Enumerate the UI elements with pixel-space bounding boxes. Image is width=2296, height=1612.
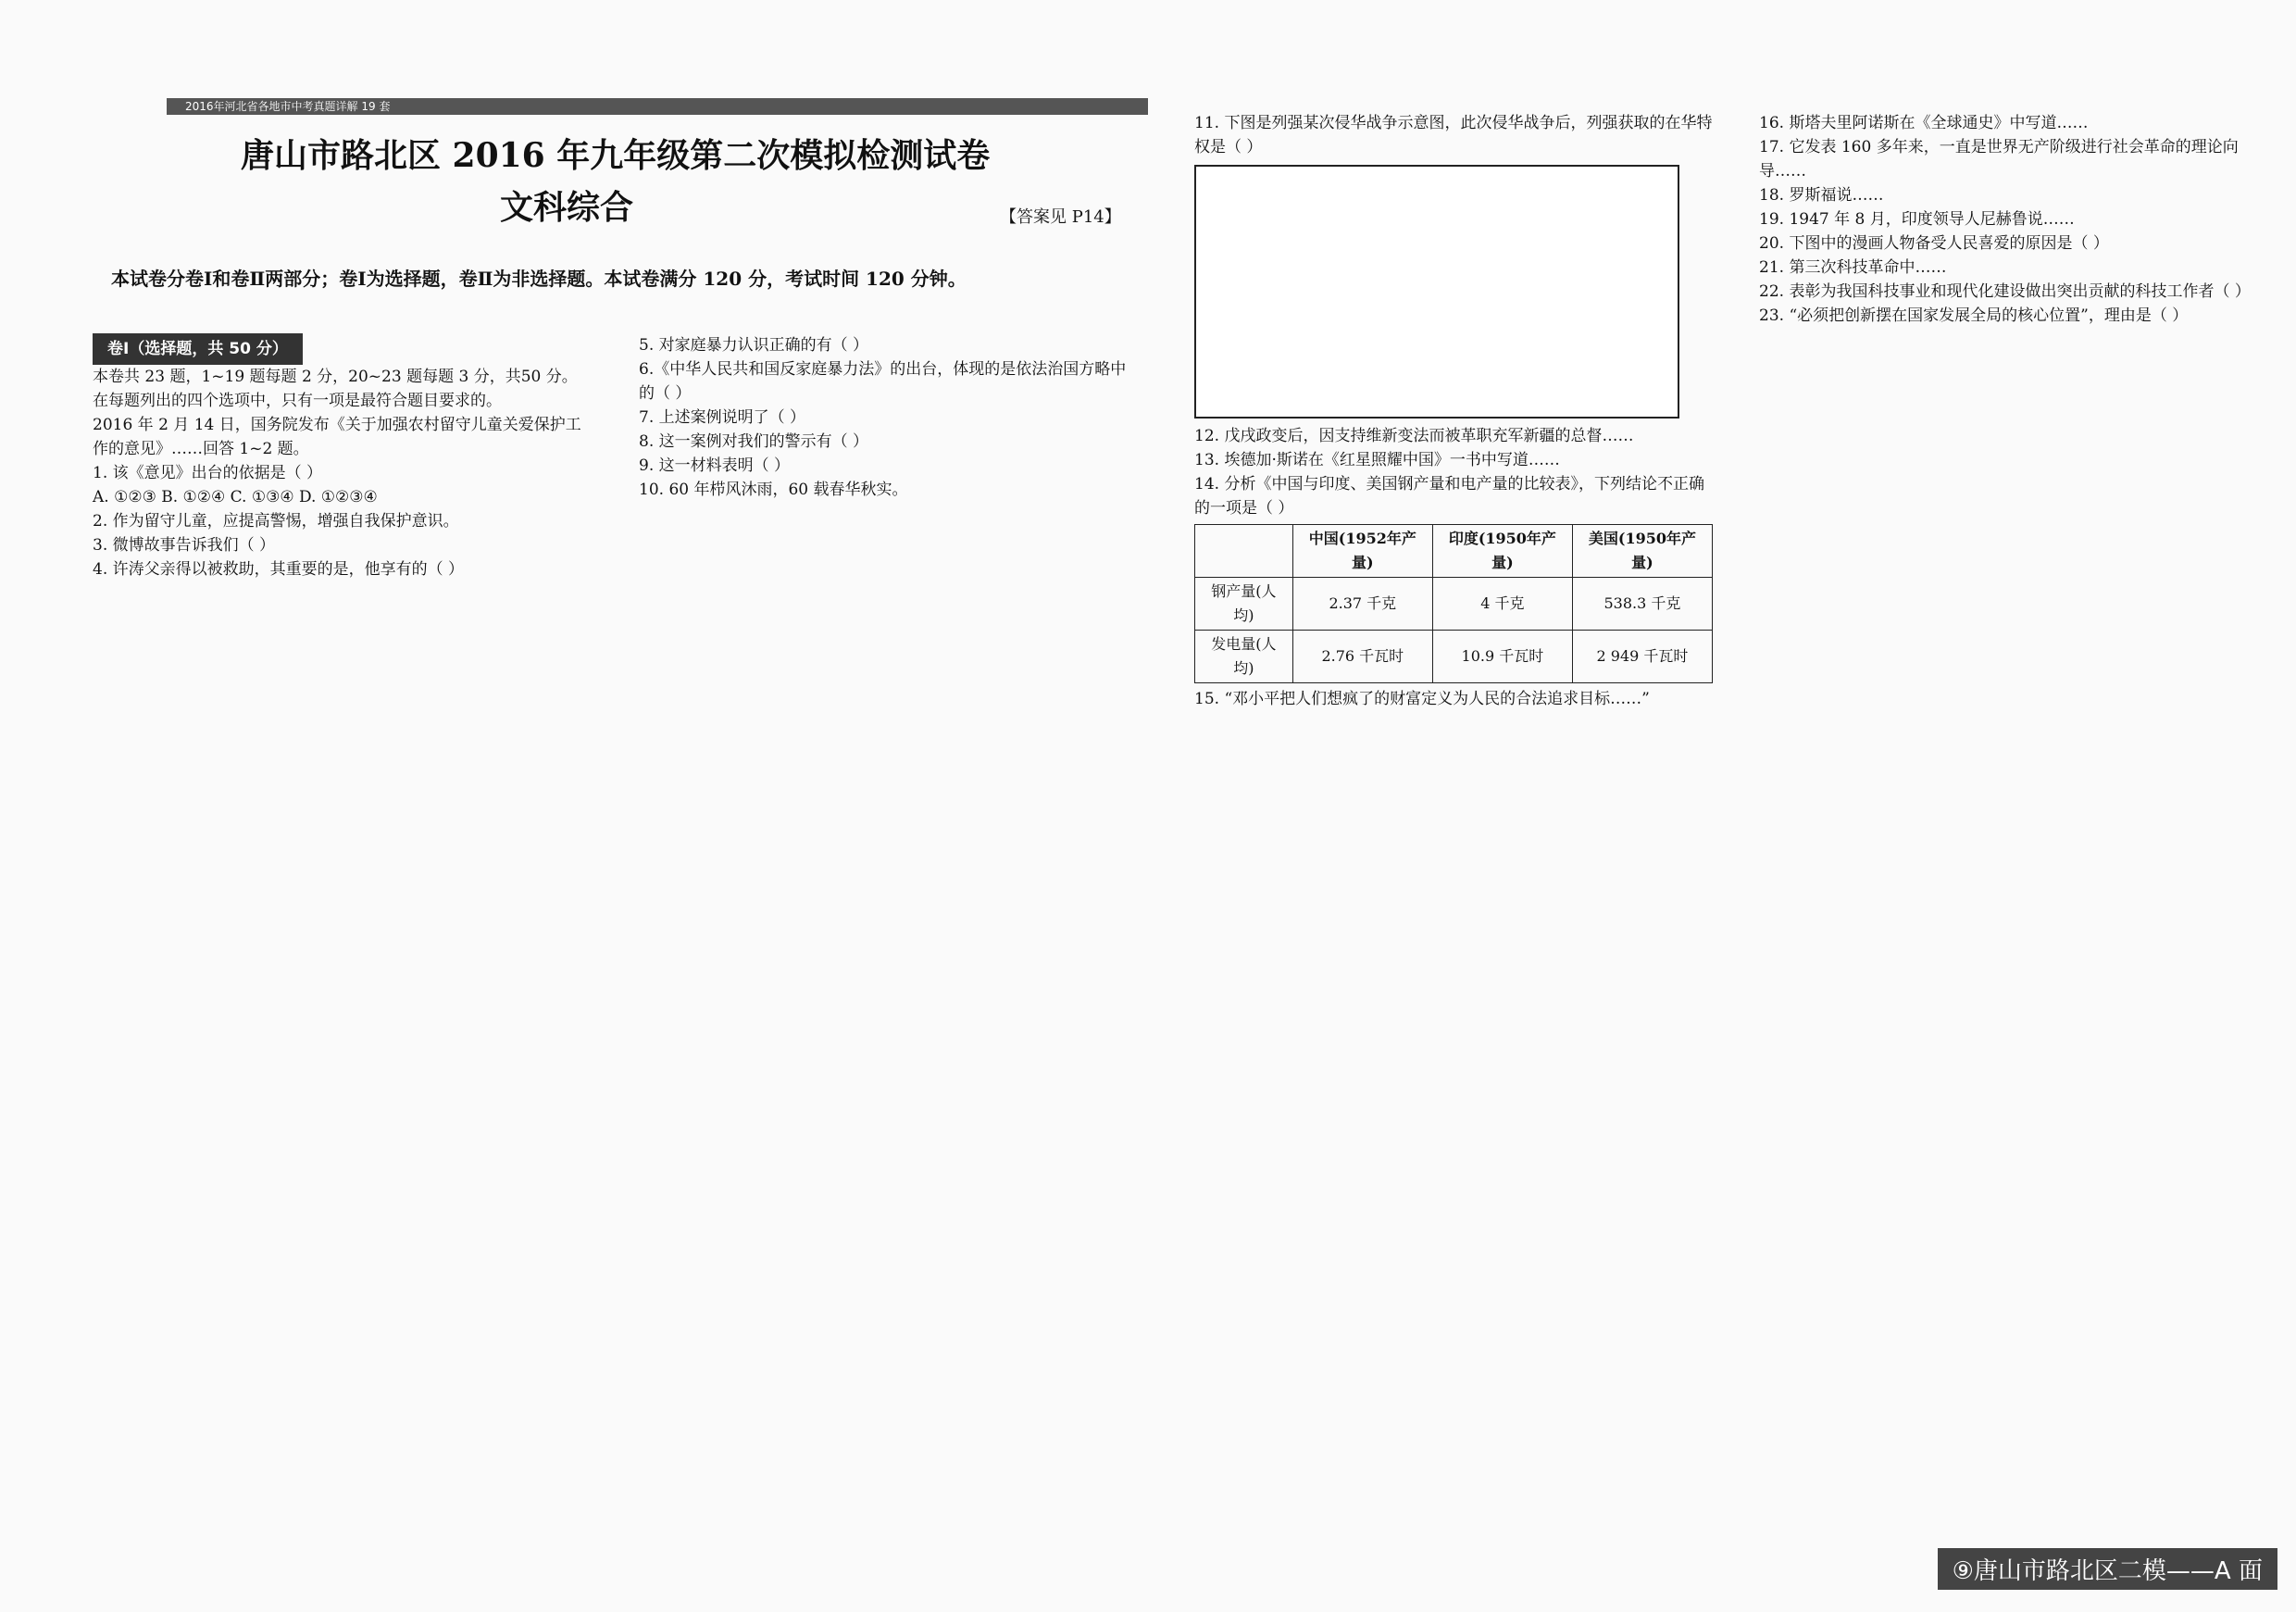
text: 10. 60 年栉风沐雨，60 载春华秋实。 xyxy=(639,481,908,499)
text: 9. 这一材料表明（ ） xyxy=(639,456,791,475)
text: 20. 下图中的漫画人物备受人民喜爱的原因是（ ） xyxy=(1759,234,2109,253)
text: 14. 分析《中国与印度、美国钢产量和电产量的比较表》，下列结论不正确的一项是（ ） xyxy=(1194,475,1704,518)
text: 19. 1947 年 8 月，印度领导人尼赫鲁说…… xyxy=(1759,210,2075,229)
text: 11. 下图是列强某次侵华战争示意图，此次侵华战争后，列强获取的在华特权是（ ） xyxy=(1194,114,1713,156)
text: 16. 斯塔夫里阿诺斯在《全球通史》中写道…… xyxy=(1759,114,2089,132)
text: 12. 戊戌政变后，因支持维新变法而被革职充军新疆的总督…… xyxy=(1194,427,1634,445)
column-3 xyxy=(1194,111,1713,711)
text: 2016 年 2 月 14 日，国务院发布《关于加强农村留守儿童关爱保护工作的意见》……回答 1~2 题。 xyxy=(93,416,581,458)
column-1 xyxy=(93,333,593,581)
text: 8. 这一案例对我们的警示有（ ） xyxy=(639,432,869,451)
page-title: 唐山市路北区 2016 年九年级第二次模拟检测试卷 xyxy=(241,136,991,175)
text: 17. 它发表 160 多年来，一直是世界无产阶级进行社会革命的理论向导…… xyxy=(1759,138,2239,181)
text: 2. 作为留守儿童，应提高警惕，增强自我保护意识。 xyxy=(93,512,459,531)
banner: 2016年河北省各地市中考真题详解 19 套 xyxy=(167,98,1148,115)
text: 3. 微博故事告诉我们（ ） xyxy=(93,536,276,555)
text: 5. 对家庭暴力认识正确的有（ ） xyxy=(639,336,869,355)
text: 本卷共 23 题，1~19 题每题 2 分，20~23 题每题 3 分，共50 分。在每题列出的四个选项中，只有一项是最符合题目要求的。 xyxy=(93,368,578,410)
footer: ⑨唐山市路北区二模——A 面 xyxy=(1938,1548,2277,1590)
comparison-table: 中国(1952年产量) 印度(1950年产量) 美国(1950年产量) 钢产量(人均) 2.37 千克 4 千克 538.3 千克 发电量(人均) 2.76 千瓦时 10.9 千瓦时 2 949 千瓦时 xyxy=(1194,524,1713,683)
text: 6.《中华人民共和国反家庭暴力法》的出台，体现的是依法治国方略中的（ ） xyxy=(639,360,1127,403)
intro: 本试卷分卷Ⅰ和卷Ⅱ两部分；卷Ⅰ为选择题，卷Ⅱ为非选择题。本试卷满分 120 分，考试时间 120 分钟。 xyxy=(111,268,967,290)
answer-ref: 【答案见 P14】 xyxy=(1000,207,1121,227)
subtitle: 文科综合 xyxy=(500,188,634,227)
text: A. ①②③ B. ①②④ C. ①③④ D. ①②③④ xyxy=(93,488,378,506)
text: 21. 第三次科技革命中…… xyxy=(1759,258,1947,277)
text: 4. 许涛父亲得以被救助，其重要的是，他享有的（ ） xyxy=(93,560,465,579)
text: 1. 该《意见》出台的依据是（ ） xyxy=(93,464,323,482)
text: 23. “必须把创新摆在国家发展全局的核心位置”，理由是（ ） xyxy=(1759,306,2189,325)
section-label: 卷Ⅰ（选择题，共 50 分） xyxy=(93,333,303,365)
war-map-figure xyxy=(1194,165,1679,419)
text: 15. “邓小平把人们想疯了的财富定义为人民的合法追求目标……” xyxy=(1194,690,1650,708)
text: 13. 埃德加·斯诺在《红星照耀中国》一书中写道…… xyxy=(1194,451,1560,469)
text: 22. 表彰为我国科技事业和现代化建设做出突出贡献的科技工作者（ ） xyxy=(1759,282,2251,301)
text: 7. 上述案例说明了（ ） xyxy=(639,408,806,427)
column-4 xyxy=(1759,111,2259,328)
column-2 xyxy=(639,333,1139,502)
text: 18. 罗斯福说…… xyxy=(1759,186,1884,205)
